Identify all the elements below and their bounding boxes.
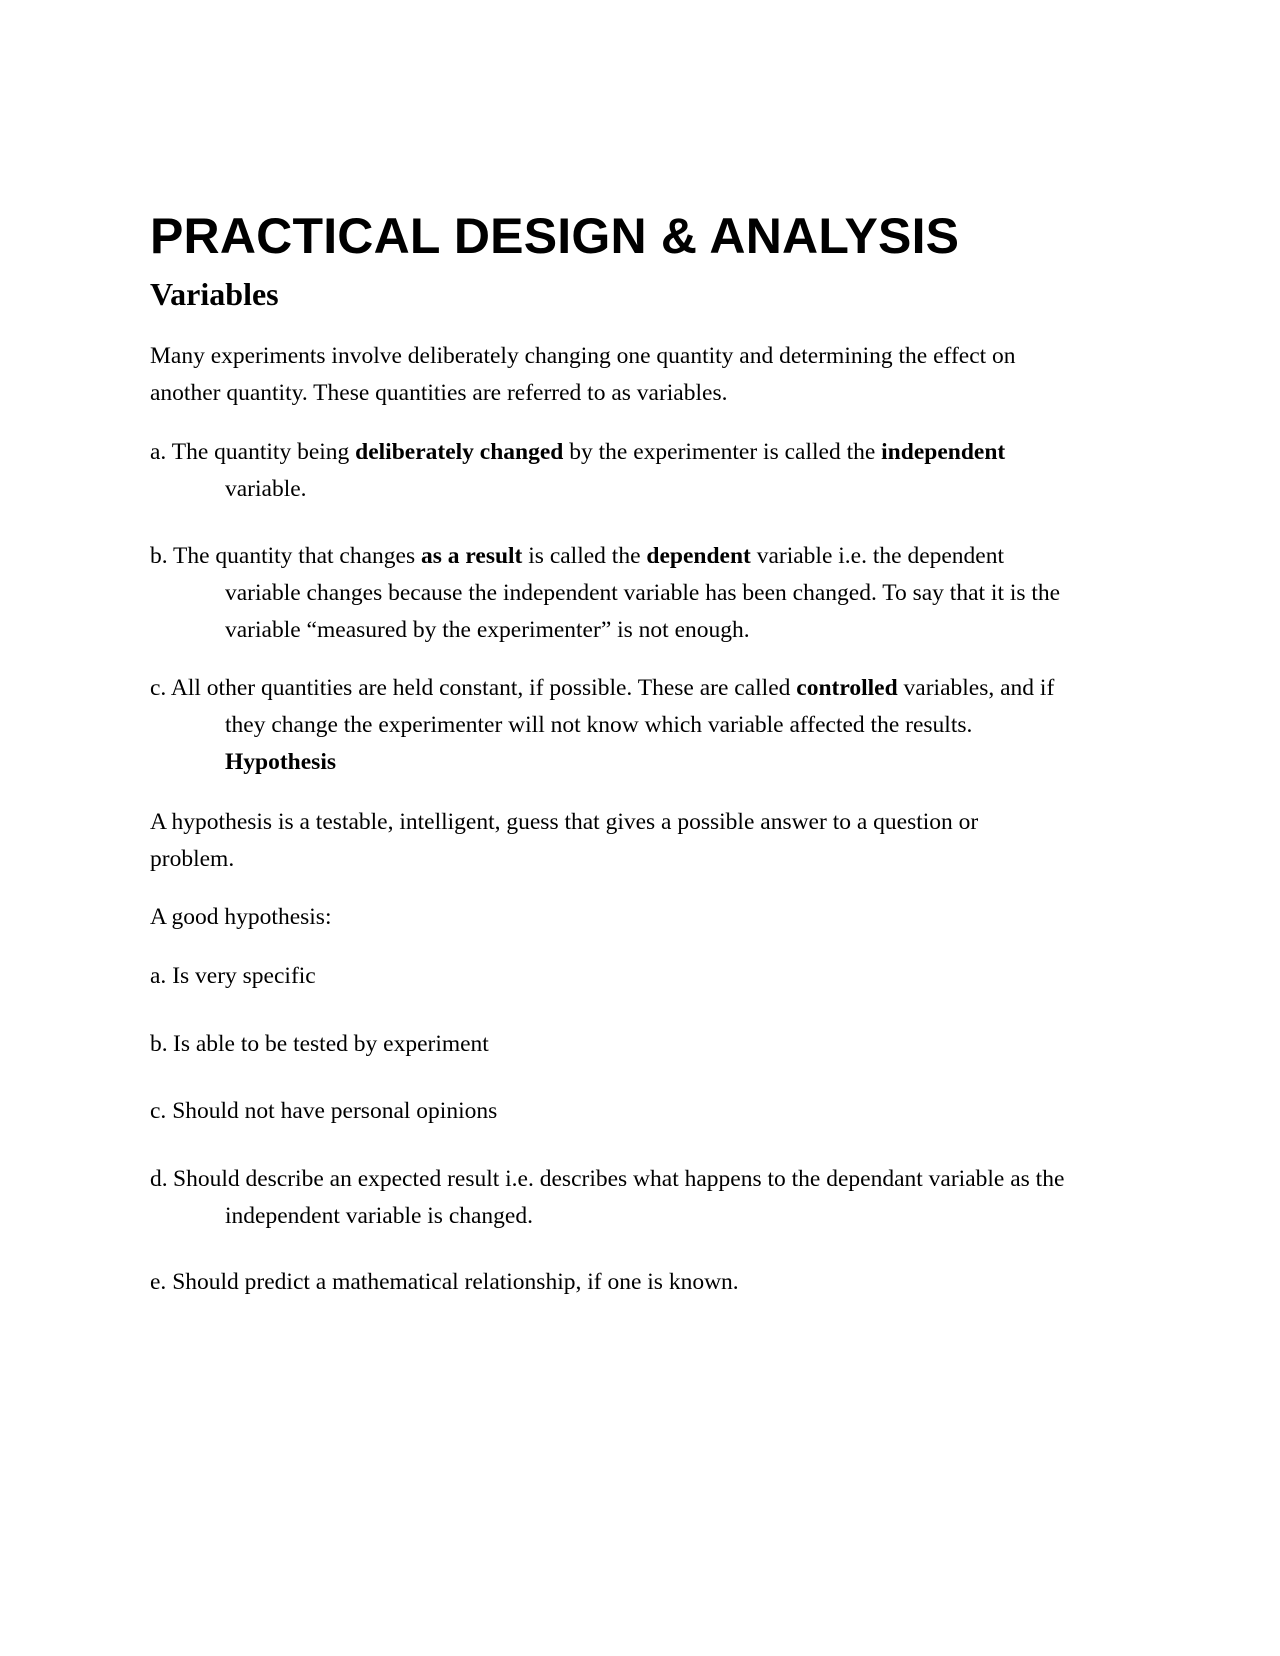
item-text: The quantity that changes xyxy=(173,543,421,569)
list-marker: a. xyxy=(150,963,167,989)
list-marker: b. xyxy=(150,1031,168,1057)
item-continuation: independent variable is changed. xyxy=(225,1203,533,1229)
hypothesis-line-2: problem. xyxy=(150,846,235,872)
good-hypothesis-label xyxy=(150,899,1130,936)
list-marker: a. xyxy=(150,439,167,465)
item-text: Is very specific xyxy=(166,963,316,989)
item-text: is called the xyxy=(522,543,647,569)
item-text: The quantity being xyxy=(166,439,356,465)
hypothesis-paragraph xyxy=(150,804,1130,878)
bold-term: as a result xyxy=(420,543,523,569)
bold-term: independent xyxy=(881,439,1006,465)
bold-term: deliberately changed xyxy=(355,439,564,465)
item-continuation: variable. xyxy=(225,476,307,502)
hypothesis-item-b xyxy=(150,1026,1130,1063)
good-hypothesis-text: A good hypothesis: xyxy=(150,904,332,930)
item-text: by the experimenter is called the xyxy=(563,439,882,465)
item-text: Is able to be tested by experiment xyxy=(173,1031,489,1057)
hypothesis-heading: Hypothesis xyxy=(225,749,336,775)
item-continuation: they change the experimenter will not know which variable affected the results. xyxy=(225,712,973,738)
intro-line-1: Many experiments involve deliberately changing one quantity and determining the effect on xyxy=(150,343,1016,369)
item-text: variable i.e. the dependent xyxy=(750,543,1005,569)
item-text: All other quantities are held constant, if possible. These are called xyxy=(166,675,797,701)
hypothesis-item-d xyxy=(150,1161,1130,1235)
page-title: PRACTICAL DESIGN & ANALYSIS xyxy=(150,208,960,264)
item-continuation: variable changes because the independent variable has been changed. To say that it is the xyxy=(225,580,1061,606)
list-marker: c. xyxy=(150,1098,167,1124)
bold-term: controlled xyxy=(796,675,898,701)
item-text: variables, and if xyxy=(897,675,1055,701)
hypothesis-line-1: A hypothesis is a testable, intelligent, guess that gives a possible answer to a question or xyxy=(150,809,979,835)
variables-item-b xyxy=(150,538,1130,649)
list-marker: b. xyxy=(150,543,168,569)
intro-line-2: another quantity. These quantities are referred to as variables. xyxy=(150,380,728,406)
list-marker: e. xyxy=(150,1269,167,1295)
hypothesis-item-c xyxy=(150,1093,1130,1130)
list-marker: c. xyxy=(150,675,167,701)
hypothesis-item-a xyxy=(150,958,1130,995)
item-text: Should describe an expected result i.e. describes what happens to the dependant variable as the xyxy=(173,1166,1065,1192)
intro-paragraph xyxy=(150,338,1130,412)
item-text: Should not have personal opinions xyxy=(166,1098,498,1124)
variables-item-a xyxy=(150,434,1130,508)
item-text: Should predict a mathematical relationship, if one is known. xyxy=(166,1269,739,1295)
item-continuation: variable “measured by the experimenter” is not enough. xyxy=(225,617,750,643)
variables-item-c xyxy=(150,670,1130,781)
hypothesis-item-e xyxy=(150,1264,1130,1301)
list-marker: d. xyxy=(150,1166,168,1192)
bold-term: dependent xyxy=(646,543,751,569)
variables-heading: Variables xyxy=(150,276,279,312)
